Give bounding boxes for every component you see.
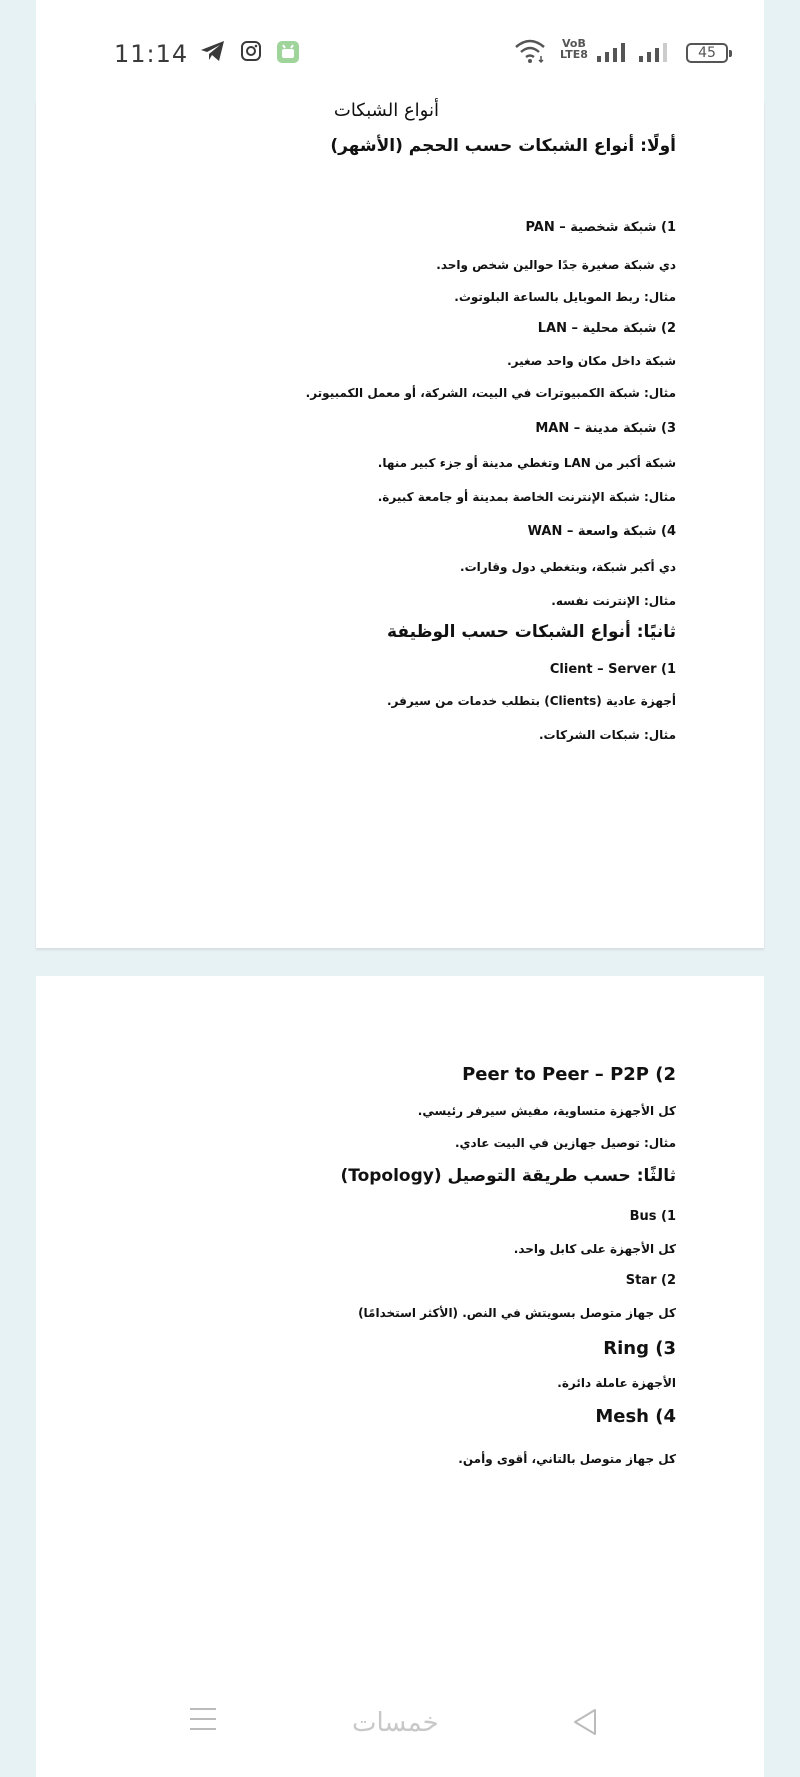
section3-heading: ثالثًا: حسب طريقة التوصيل (Topology) [340,1166,676,1186]
menu-icon[interactable] [190,1708,216,1738]
bus-desc: كل الأجهزة على كابل واحد. [513,1242,676,1256]
ring-heading: Ring (3 [603,1338,676,1359]
lan-heading: 2) شبكة محلية – LAN [537,321,676,336]
instagram-icon [240,40,262,66]
network-label-bottom: LTE8 [560,48,588,61]
document-page-2[interactable] [36,976,764,1777]
mesh-desc: كل جهاز متوصل بالتاني، أقوى وأمن. [458,1452,676,1466]
p2p-example: مثال: توصيل جهازين في البيت عادي. [455,1136,676,1150]
man-desc: شبكة أكبر من LAN وتغطي مدينة أو جزء كبير منها. [377,456,676,470]
signal-icon-2 [638,42,668,66]
man-example: مثال: شبكة الإنترنت الخاصة بمدينة أو جامعة كبيرة. [377,490,676,504]
wifi-icon [514,38,546,68]
network-label-top: VoB [562,37,586,50]
p2p-heading: Peer to Peer – P2P (2 [462,1064,676,1085]
status-time: 11:14 [114,40,189,68]
wan-heading: 4) شبكة واسعة – WAN [527,524,676,539]
wan-example: مثال: الإنترنت نفسه. [551,594,676,608]
volte-indicator [560,38,588,60]
wan-desc: دي أكبر شبكة، وبتغطي دول وقارات. [460,560,676,574]
lan-desc: شبكة داخل مكان واحد صغير. [507,354,676,368]
section1-heading: أولًا: أنواع الشبكات حسب الحجم (الأشهر) [330,136,676,156]
ring-desc: الأجهزة عاملة دائرة. [557,1376,676,1390]
signal-icon [596,42,626,66]
mesh-heading: Mesh (4 [595,1406,676,1427]
telegram-icon [200,40,226,66]
navigation-bar [0,1690,800,1777]
p2p-desc: كل الأجهزة متساوية، مفيش سيرفر رئيسي. [417,1104,676,1118]
section2-heading: ثانيًا: أنواع الشبكات حسب الوظيفة [387,622,676,642]
star-desc: كل جهاز متوصل بسويتش في النص. (الأكثر استخدامًا) [358,1306,676,1320]
back-icon[interactable] [572,1708,598,1740]
home-icon[interactable]: خمسات [352,1708,439,1738]
battery-icon: 45 [686,43,728,63]
client-server-heading: Client – Server (1 [549,662,676,677]
man-heading: 3) شبكة مدينة – MAN [535,421,676,436]
lan-example: مثال: شبكة الكمبيوترات في البيت، الشركة، أو معمل الكمبيوتر. [305,386,676,400]
pan-heading: 1) شبكة شخصية – PAN [525,220,676,235]
bus-heading: Bus (1 [629,1209,676,1224]
status-bar [36,0,764,100]
pan-example: مثال: ربط الموبايل بالساعة البلوتوث. [454,290,676,304]
document-page-1[interactable] [36,100,764,948]
pan-desc: دي شبكة صغيرة جدًا حوالين شخص واحد. [436,258,676,272]
client-server-example: مثال: شبكات الشركات. [538,728,676,742]
client-server-desc: أجهزة عادية (Clients) بتطلب خدمات من سيرفر. [386,694,676,708]
page-title: أنواع الشبكات [333,100,439,121]
star-heading: Star (2 [625,1273,676,1288]
app-icon [276,40,300,68]
